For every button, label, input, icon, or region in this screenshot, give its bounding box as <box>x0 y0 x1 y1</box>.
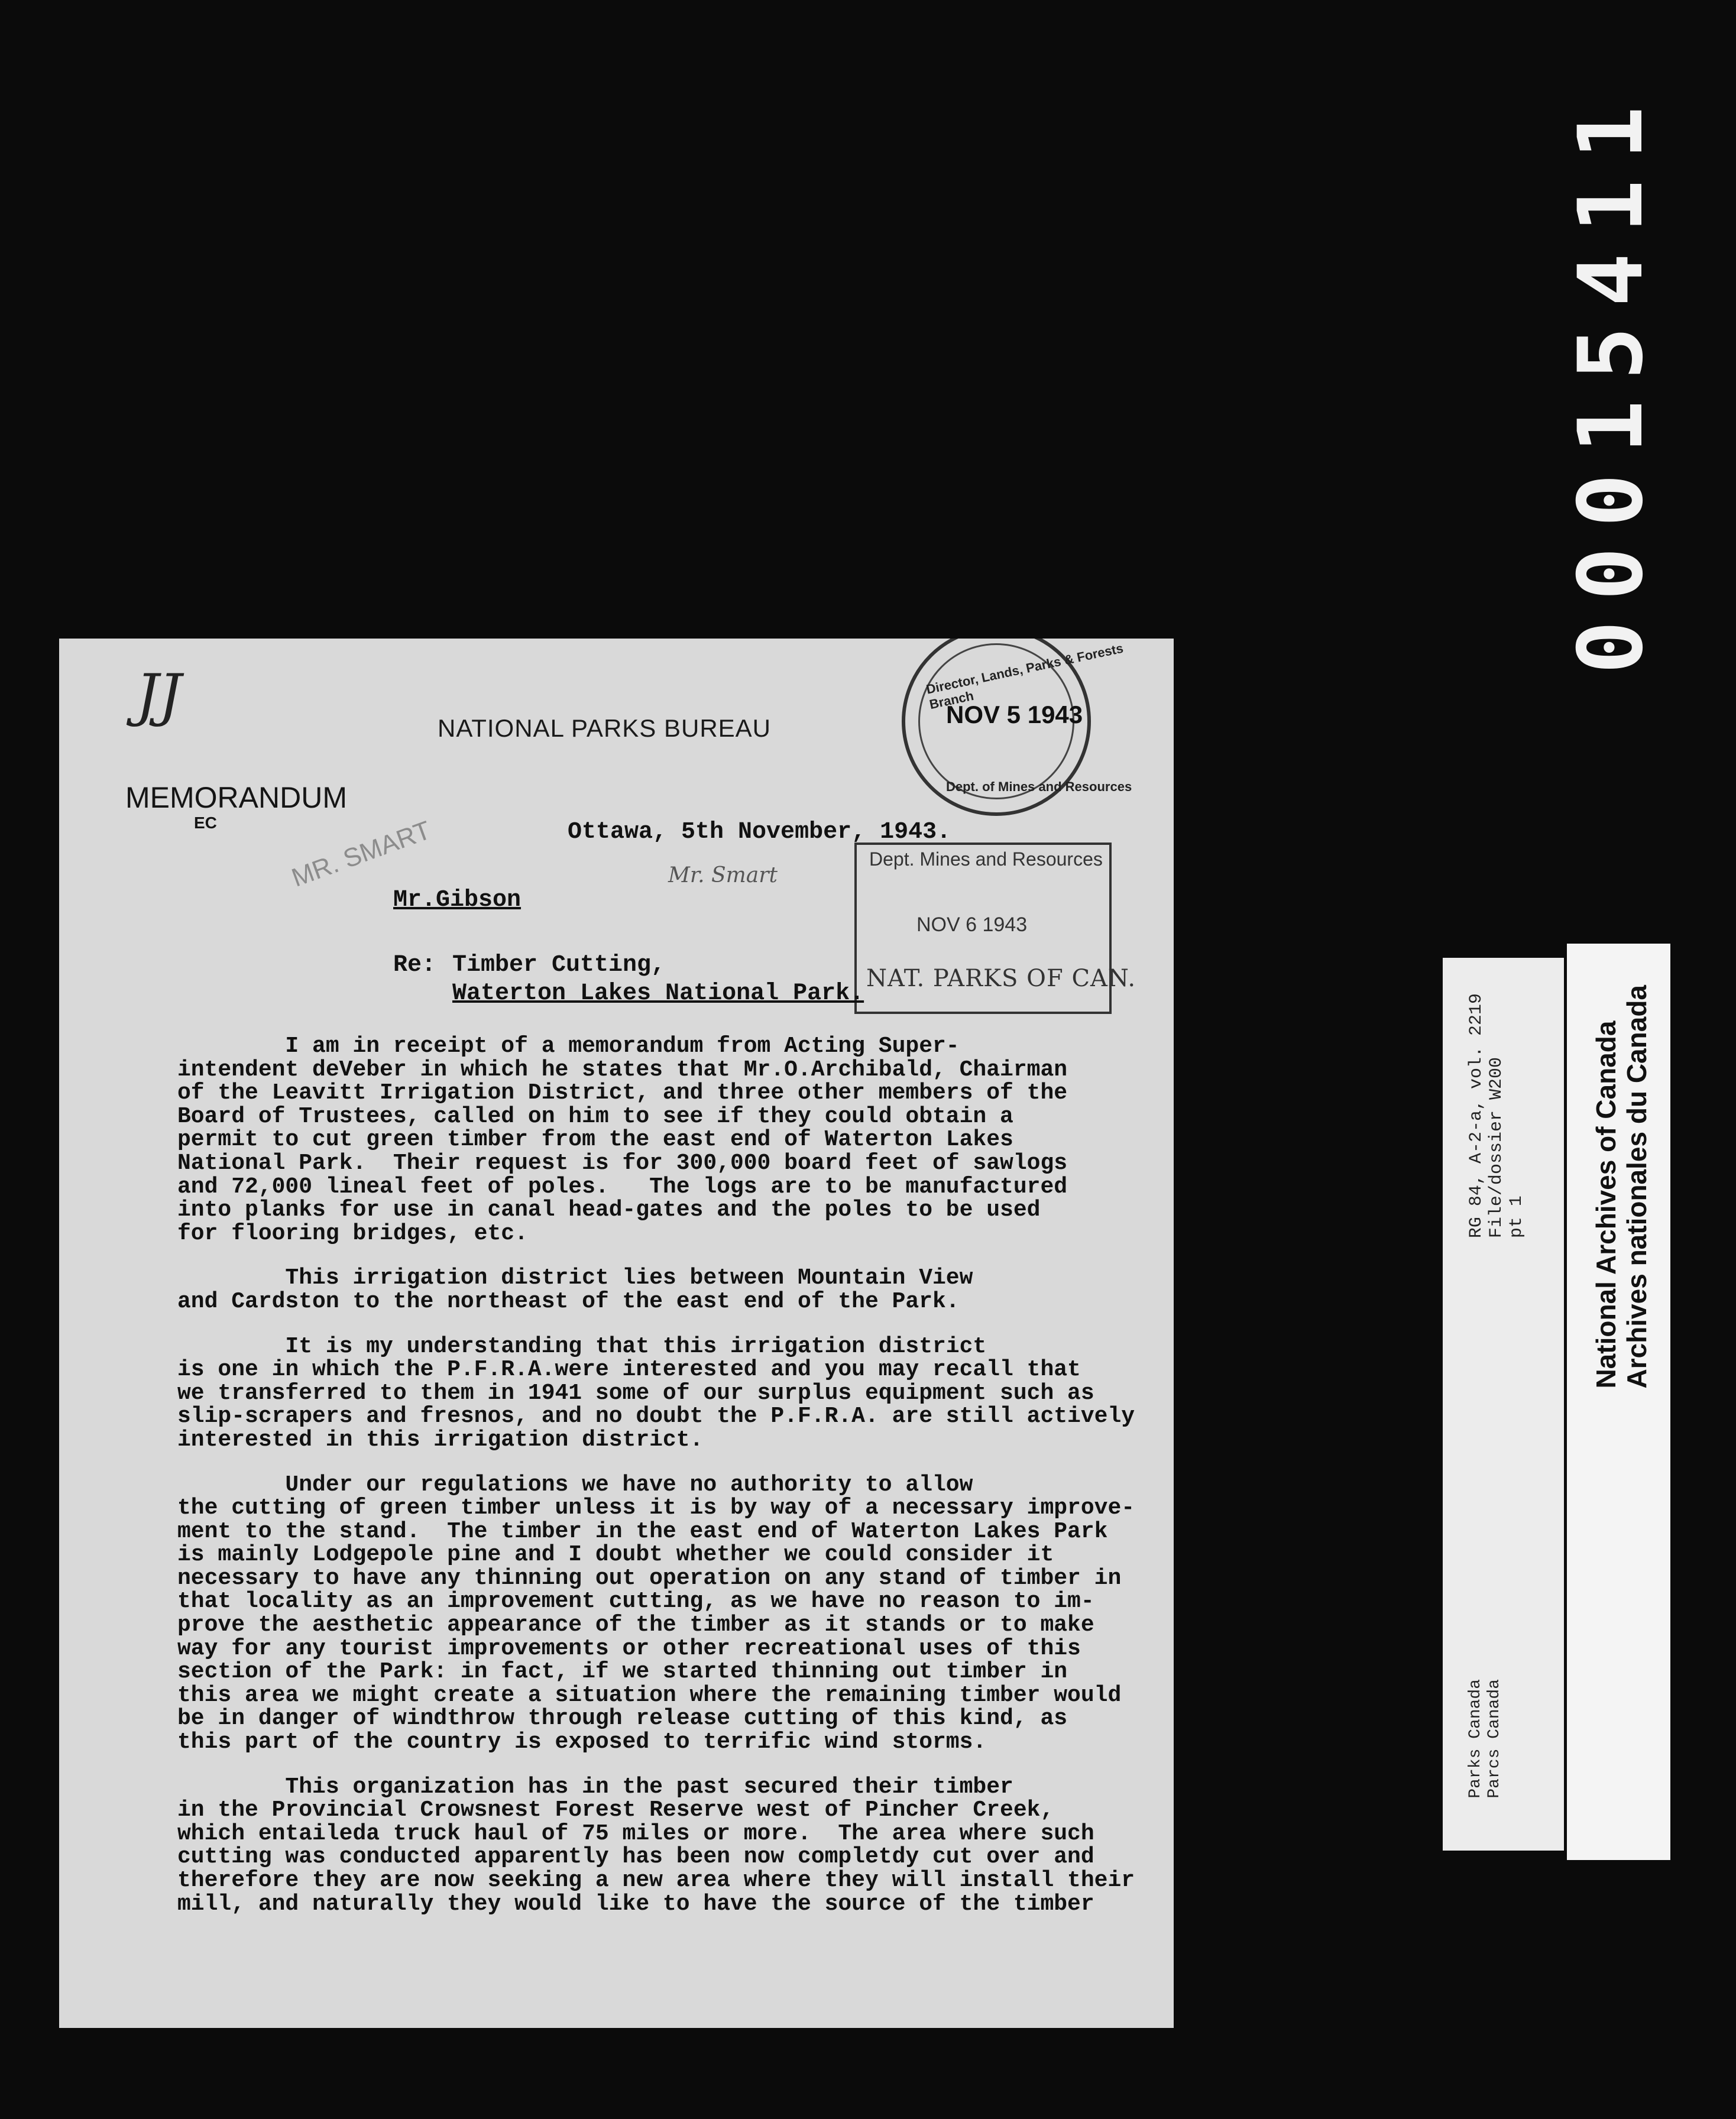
handwritten-note-smart-2: Mr. Smart <box>668 863 778 887</box>
memo-paragraph: I am in receipt of a memorandum from Acting Super- intendent deVeber in which he states that Mr.O.Archibald, Chairman of the Leavitt Irrigation District, and three other members of the Board of Trustees, called on him to see if they could obtain a permit to cut green timber from the east end of Waterton Lakes National Park. Their request is for 300,000 board feet of sawlogs and 72,000 lineal feet of poles. The logs are to be manufactured into planks for use in canal head-gates and the poles to be used for flooring bridges, etc. <box>177 1033 1068 1246</box>
memorandum-subtitle: EC <box>194 814 217 832</box>
parks-canada-text: Parks Canada Parcs Canada <box>1466 1679 1504 1799</box>
memo-body <box>177 1035 1171 1937</box>
stamp-rect-dept: Dept. Mines and Resources <box>869 848 1103 870</box>
stamp-round-bottom-text: Dept. of Mines and Resources <box>946 779 1132 794</box>
bureau-heading: NATIONAL PARKS BUREAU <box>438 714 772 742</box>
memo-paragraph: It is my understanding that this irrigation district is one in which the P.F.R.A.were interested and you may recall that we transferred to them in 1941 some of our surplus equipment such as slip-scrapers and fresnos, and no doubt the P.F.R.A. are still actively interested in this irrigation district. <box>177 1333 1135 1453</box>
national-archives-label <box>1567 944 1670 1860</box>
national-archives-text: National Archives of Canada Archives nationales du Canada <box>1591 985 1652 1389</box>
memo-recipient: Mr.Gibson <box>393 887 522 913</box>
frame-number: 00015411 <box>1560 86 1663 674</box>
memorandum-title: MEMORANDUM <box>125 781 347 814</box>
stamp-round-top-text: Director, Lands, Parks & Forests Branch <box>925 640 1125 712</box>
memo-paragraph: This irrigation district lies between Mountain View and Cardston to the northeast of the east end of the Park. <box>177 1265 973 1314</box>
parks-canada-label <box>1443 958 1564 1851</box>
memo-paragraph: Under our regulations we have no authority to allow the cutting of green timber unless it is by way of a necessary improve- ment to the stand. The timber in the east end of Waterton Lakes Park is mainly Lodgepole pine and I doubt whether we could consider it necessary to have any thinning out operation on any stand of timber in that locality as an improvement cutting, as we have no reason to im- prove the aesthetic appearance of the timber as it stands or to make way for any tourist improvements or other recreational uses of this section of the Park: in fact, if we started thinning out timber in this area we might create a situation where the remaining timber would be in danger of windthrow through release cutting of this kind, as this part of the country is exposed to terrific wind storms. <box>177 1472 1135 1755</box>
stamp-round-date: NOV 5 1943 <box>946 701 1083 728</box>
stamp-rect-park: NAT. PARKS OF CAN. <box>866 965 1136 992</box>
memo-subject-line-1: Timber Cutting, <box>452 952 666 979</box>
memo-re-label: Re: <box>393 952 436 979</box>
stamp-rect-date: NOV 6 1943 <box>916 913 1028 936</box>
memo-date: Ottawa, 5th November, 1943. <box>568 819 951 845</box>
record-group-reference: RG 84, A-2-a, vol. 2219 File/dossier W200 pt 1 <box>1466 993 1527 1239</box>
memo-subject-line-2: Waterton Lakes National Park. <box>452 980 864 1007</box>
handwritten-initials: JJ <box>136 662 182 728</box>
memo-paragraph: This organization has in the past secured their timber in the Provincial Crowsnest Forest Reserve west of Pincher Creek, which entaileda truck haul of 75 miles or more. The area where such cutting was conducted apparently has been now completdy cut over and therefore they are now seeking a new area where they will install their mill, and naturally they would like to have the source of the timber <box>177 1774 1135 1917</box>
memo-page <box>59 639 1174 2028</box>
handwritten-note-smart: MR. SMART <box>287 815 435 893</box>
